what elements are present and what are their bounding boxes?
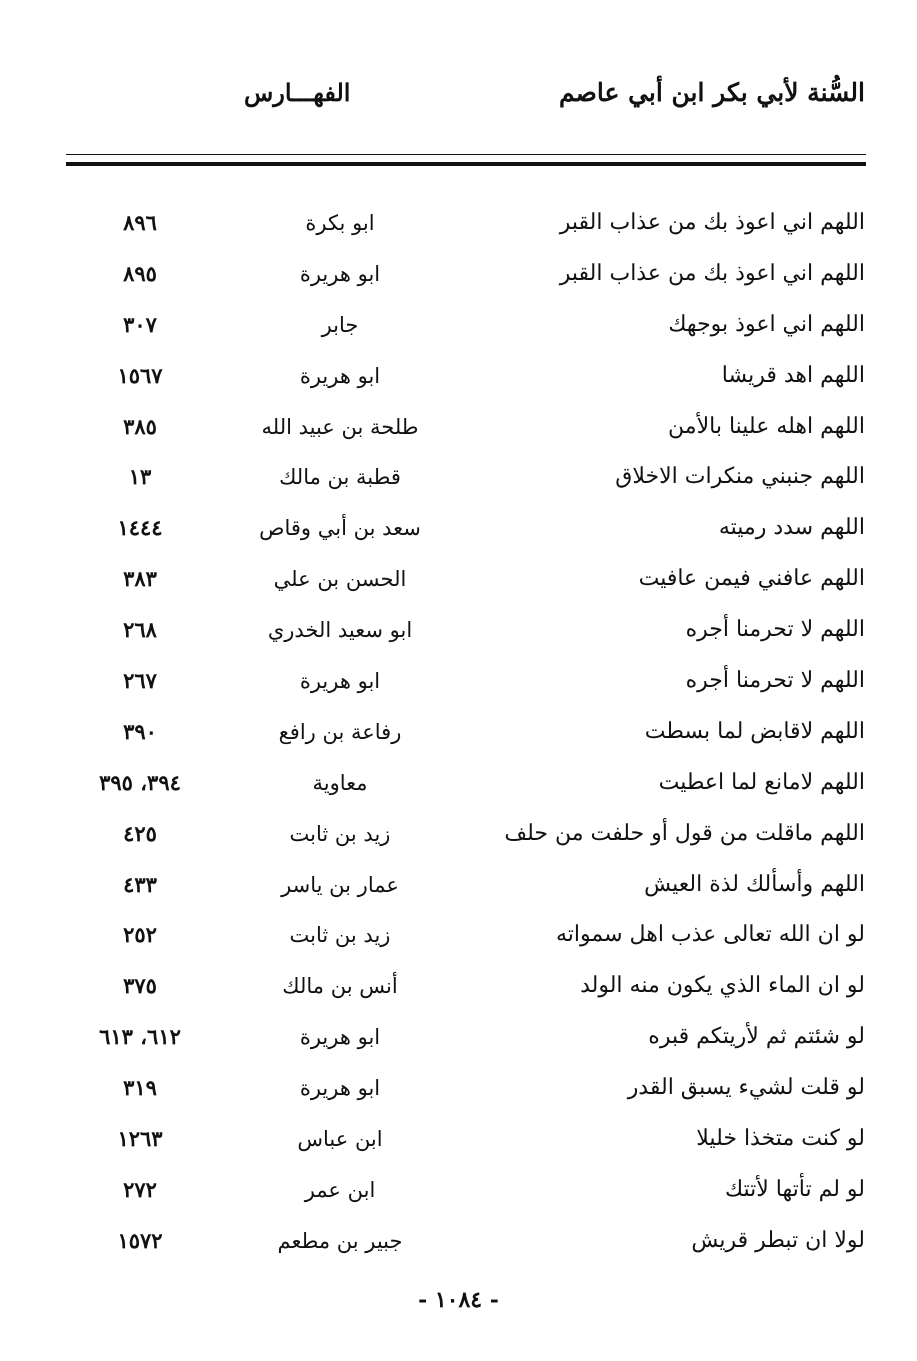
section-title: الفهـــارس [244,78,351,107]
index-row [0,656,917,707]
book-title: السُّنة لأبي بكر ابن أبي عاصم [558,78,865,107]
narrator-name: ابو سعيد الخدري [267,618,413,643]
hadith-number: ٣٧٥ [123,973,157,999]
index-row [0,300,917,351]
narrator-name: جابر [321,312,359,337]
narrator-name: ابو هريرة [299,1076,381,1101]
narrator-name: زيد بن ثابت [289,923,391,948]
hadith-phrase: لولا ان تبطر قريش [691,1227,865,1253]
hadith-number: ١٥٧٢ [117,1227,163,1253]
hadith-phrase: اللهم وأسألك لذة العيش [644,871,865,897]
index-row [0,198,917,249]
index-row [0,402,917,453]
index-row [0,452,917,503]
hadith-phrase: اللهم اني اعوذ بوجهك [668,311,865,337]
header-rule-thick [66,162,866,166]
header-rule-thin [66,154,866,155]
narrator-name: عمار بن ياسر [281,872,399,897]
hadith-number: ٣٨٣ [123,566,157,592]
narrator-name: رفاعة بن رافع [278,719,402,744]
index-row [0,1012,917,1063]
hadith-phrase: اللهم لامانع لما اعطيت [658,769,865,795]
hadith-number: ٨٩٦ [123,210,157,235]
hadith-number: ٦١٢، ٦١٣ [99,1024,181,1050]
hadith-phrase: اللهم جنبني منكرات الاخلاق [615,464,865,490]
index-row [0,860,917,911]
index-row [0,249,917,300]
index-row [0,1114,917,1165]
hadith-number: ٣٩٠ [123,718,157,744]
index-row [0,961,917,1012]
hadith-phrase: اللهم اهله علينا بالأمن [668,413,865,439]
narrator-name: ابو هريرة [299,363,381,388]
narrator-name: قطبة بن مالك [279,465,401,490]
hadith-phrase: لو لم تأتها لأتتك [724,1176,865,1202]
hadith-phrase: اللهم عافني فيمن عافيت [638,566,865,592]
narrator-name: ابو هريرة [299,1025,381,1050]
hadith-number: ٨٩٥ [123,260,157,286]
hadith-phrase: لو كنت متخذا خليلا [696,1126,865,1152]
page-header [0,78,917,128]
index-row [0,809,917,860]
hadith-number: ٣١٩ [123,1075,157,1101]
narrator-name: طلحة بن عبيد الله [261,414,419,439]
index-entries [0,198,917,1267]
hadith-phrase: اللهم اني اعوذ بك من عذاب القبر [559,260,865,286]
hadith-number: ٢٥٢ [123,922,157,948]
hadith-phrase: اللهم اني اعوذ بك من عذاب القبر [559,210,865,235]
hadith-number: ٣٨٥ [123,413,157,439]
hadith-number: ١٣ [128,464,152,490]
index-row [0,707,917,758]
hadith-number: ٢٦٨ [123,617,157,643]
index-row [0,910,917,961]
hadith-number: ٤٢٥ [123,820,157,846]
hadith-number: ١٢٦٣ [117,1126,163,1152]
narrator-name: ابو هريرة [299,261,381,286]
hadith-phrase: اللهم لا تحرمنا أجره [685,617,865,643]
hadith-phrase: لو شئتم ثم لأريتكم قبره [648,1024,865,1050]
hadith-number: ٣٩٤، ٣٩٥ [99,769,181,795]
narrator-name: الحسن بن علي [273,567,407,592]
index-row [0,503,917,554]
hadith-phrase: اللهم لاقابض لما بسطت [644,718,865,744]
hadith-number: ٤٣٣ [123,871,157,897]
index-row [0,351,917,402]
index-row [0,1063,917,1114]
index-row [0,1165,917,1216]
index-row [0,605,917,656]
hadith-number: ٢٦٧ [123,668,157,694]
hadith-phrase: اللهم لا تحرمنا أجره [685,668,865,694]
hadith-phrase: لو ان الله تعالى عذب اهل سمواته [556,922,865,948]
hadith-phrase: لو ان الماء الذي يكون منه الولد [580,973,865,999]
index-row [0,758,917,809]
hadith-phrase: لو قلت لشيء يسبق القدر [627,1075,865,1101]
index-row [0,554,917,605]
narrator-name: جبير بن مطعم [277,1228,403,1253]
hadith-number: ٣٠٧ [123,311,157,337]
hadith-number: ١٥٦٧ [117,362,163,388]
hadith-number: ١٤٤٤ [117,515,163,541]
index-row [0,1216,917,1267]
narrator-name: ابن عمر [304,1177,376,1202]
hadith-phrase: اللهم سدد رميته [718,515,865,541]
narrator-name: ابو بكرة [305,211,375,235]
narrator-name: ابو هريرة [299,669,381,694]
narrator-name: أنس بن مالك [282,974,398,999]
narrator-name: ابن عباس [297,1127,383,1152]
hadith-phrase: اللهم ماقلت من قول أو حلفت من حلف [504,820,865,846]
narrator-name: معاوية [312,770,368,795]
page-number: - ١٠٨٤ - [418,1287,499,1313]
narrator-name: سعد بن أبي وقاص [259,516,421,541]
hadith-phrase: اللهم اهد قريشا [721,362,865,388]
hadith-number: ٢٧٢ [123,1176,157,1202]
narrator-name: زيد بن ثابت [289,821,391,846]
